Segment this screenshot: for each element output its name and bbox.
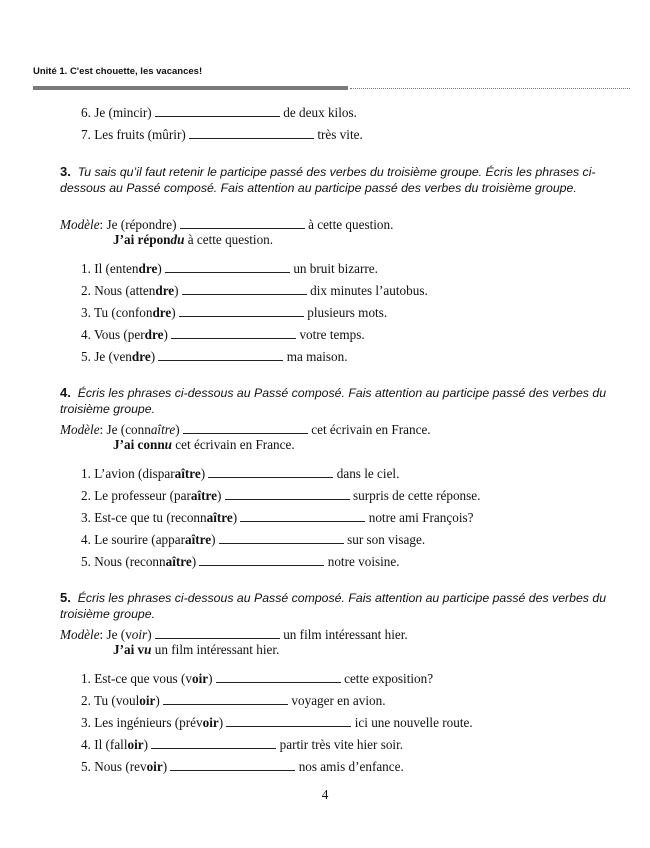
answer-blank[interactable] — [219, 532, 344, 544]
exercise-4-model: Modèle: Je (connaître) cet écrivain en France. — [60, 422, 431, 437]
exercise-3-instruction: 3. Tu sais qu’il faut retenir le participe passé des verbes du troisième groupe. Écris les phrases ci-dessous au Passé composé. Fais attention au participe passé des verbes du troisième groupe. — [60, 164, 596, 195]
exercise-item: 1. Est-ce que vous (voir) cette exposition? — [81, 671, 434, 686]
answer-blank[interactable] — [208, 466, 333, 478]
exercise-item: 7. Les fruits (mûrir) très vite. — [81, 127, 363, 142]
page-header-title: Unité 1. C'est chouette, les vacances! — [33, 66, 203, 77]
exercise-4-model-answer: J’ai connu cet écrivain en France. — [113, 437, 295, 452]
exercise-5-model-answer: J’ai vu un film intéressant hier. — [113, 642, 280, 657]
answer-blank[interactable] — [170, 759, 295, 771]
exercise-3-model-answer: J’ai répondu à cette question. — [113, 232, 274, 247]
page-number: 4 — [321, 787, 329, 802]
header-rule-dotted — [350, 88, 630, 89]
answer-blank — [183, 422, 308, 434]
exercise-item: 2. Le professeur (paraître) surpris de cette réponse. — [81, 488, 481, 503]
answer-blank[interactable] — [240, 510, 365, 522]
exercise-4-instruction: 4. Écris les phrases ci-dessous au Passé composé. Fais attention au participe passé des verbes du troisième groupe. — [60, 385, 607, 416]
exercise-item: 5. Je (vendre) ma maison. — [81, 349, 348, 364]
exercise-item: 1. L’avion (disparaître) dans le ciel. — [81, 466, 400, 481]
answer-blank — [155, 627, 280, 639]
answer-blank[interactable] — [199, 554, 324, 566]
exercise-item: 3. Les ingénieurs (prévoir) ici une nouvelle route. — [81, 715, 473, 730]
exercise-3-model: Modèle: Je (répondre) à cette question. — [60, 217, 394, 232]
answer-blank[interactable] — [189, 127, 314, 139]
answer-blank[interactable] — [165, 261, 290, 273]
exercise-item: 4. Il (falloir) partir très vite hier soir. — [81, 737, 404, 752]
answer-blank[interactable] — [216, 671, 341, 683]
answer-blank[interactable] — [225, 488, 350, 500]
answer-blank[interactable] — [163, 693, 288, 705]
exercise-item: 4. Vous (perdre) votre temps. — [81, 327, 365, 342]
exercise-item: 5. Nous (reconnaître) notre voisine. — [81, 554, 400, 569]
exercise-item: 2. Tu (vouloir) voyager en avion. — [81, 693, 386, 708]
exercise-item: 1. Il (entendre) un bruit bizarre. — [81, 261, 378, 276]
answer-blank[interactable] — [226, 715, 351, 727]
answer-blank[interactable] — [155, 105, 280, 117]
header-rule-solid — [33, 86, 348, 90]
exercise-item: 4. Le sourire (apparaître) sur son visage. — [81, 532, 426, 547]
answer-blank — [180, 217, 305, 229]
answer-blank[interactable] — [151, 737, 276, 749]
answer-blank[interactable] — [179, 305, 304, 317]
answer-blank[interactable] — [158, 349, 283, 361]
exercise-item: 6. Je (mincir) de deux kilos. — [81, 105, 357, 120]
answer-blank[interactable] — [182, 283, 307, 295]
exercise-5-instruction: 5. Écris les phrases ci-dessous au Passé composé. Fais attention au participe passé des verbes du troisième groupe. — [60, 590, 607, 621]
exercise-item: 5. Nous (revoir) nos amis d’enfance. — [81, 759, 404, 774]
exercise-item: 2. Nous (attendre) dix minutes l’autobus. — [81, 283, 428, 298]
exercise-5-model: Modèle: Je (voir) un film intéressant hier. — [60, 627, 408, 642]
exercise-item: 3. Tu (confondre) plusieurs mots. — [81, 305, 388, 320]
answer-blank[interactable] — [171, 327, 296, 339]
exercise-item: 3. Est-ce que tu (reconnaître) notre ami François? — [81, 510, 474, 525]
